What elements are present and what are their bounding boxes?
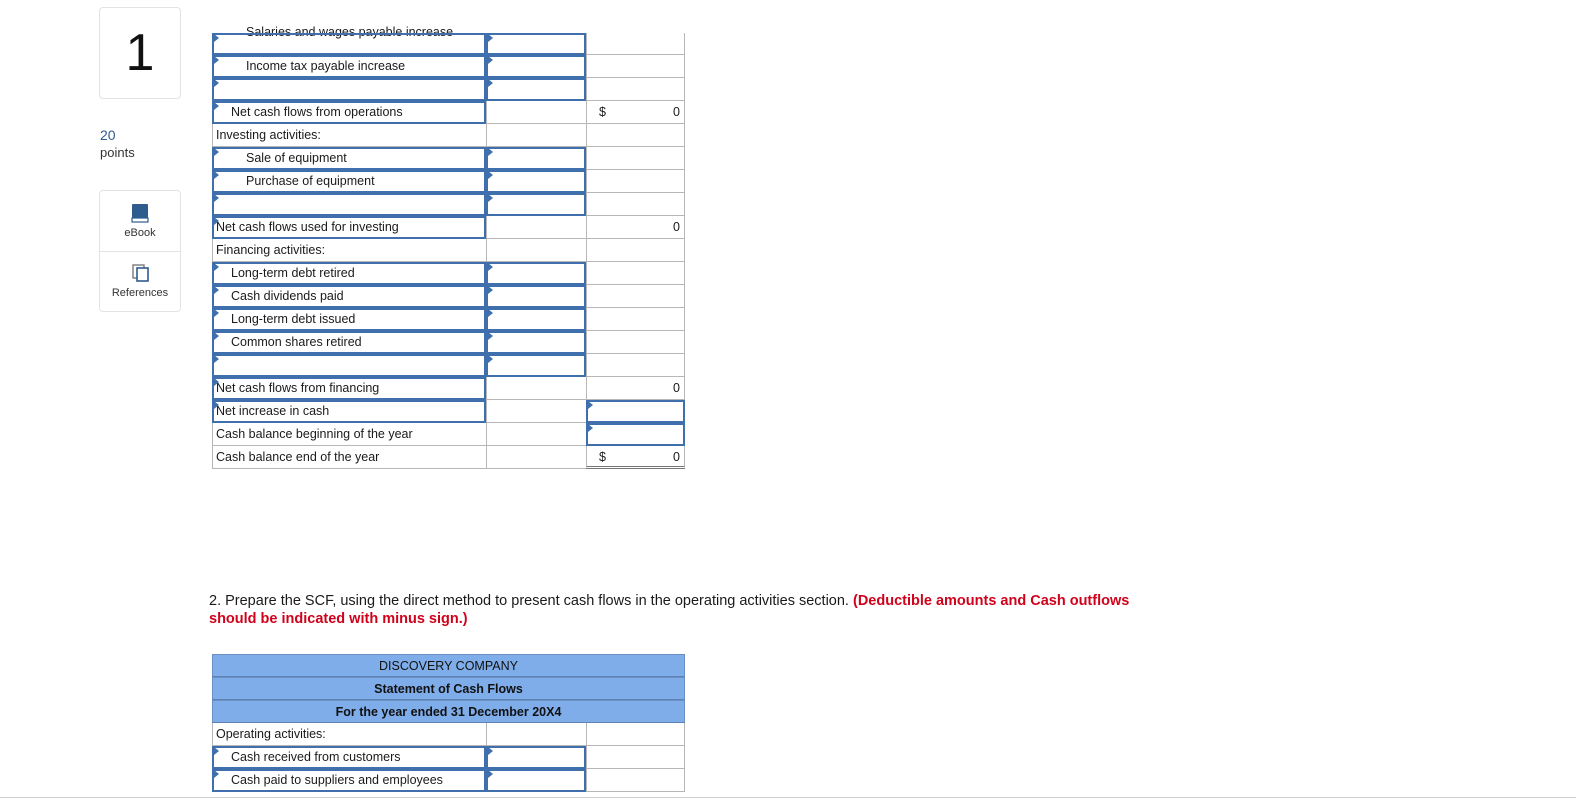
total-input[interactable] — [586, 423, 685, 446]
amount-input[interactable] — [486, 769, 586, 792]
total-cell — [586, 55, 685, 78]
total-cell — [586, 354, 685, 377]
amount-cell — [486, 377, 586, 400]
total-cell — [586, 78, 685, 101]
amount-input[interactable] — [486, 285, 586, 308]
question-number: 1 — [99, 7, 181, 99]
period-header: For the year ended 31 December 20X4 — [212, 700, 685, 723]
line-item-input[interactable]: Long-term debt issued — [212, 308, 486, 331]
total-cell — [586, 124, 685, 147]
total-value: 0 — [673, 381, 680, 395]
line-item-input[interactable]: Cash dividends paid — [212, 285, 486, 308]
line-item-input[interactable]: Net cash flows from operations — [212, 101, 486, 124]
table-row — [212, 769, 685, 792]
currency-symbol: $ — [599, 105, 606, 119]
amount-input[interactable] — [486, 78, 586, 101]
line-item-input[interactable] — [212, 193, 486, 216]
total-cell — [586, 446, 685, 469]
section-label: Financing activities: — [212, 239, 486, 262]
line-item-input[interactable]: Cash paid to suppliers and employees — [212, 769, 486, 792]
total-cell — [586, 285, 685, 308]
table-row — [212, 377, 685, 400]
total-input[interactable] — [586, 400, 685, 423]
scf-indirect-table — [212, 25, 685, 469]
amount-cell — [486, 101, 586, 124]
total-value: 0 — [673, 105, 680, 119]
table-row — [212, 285, 685, 308]
line-label: Cash balance end of the year — [212, 446, 486, 469]
line-item-input[interactable]: Income tax payable increase — [212, 55, 486, 78]
points-value: 20 — [100, 127, 116, 143]
amount-cell — [486, 446, 586, 469]
line-item-input[interactable]: Long-term debt retired — [212, 262, 486, 285]
amount-cell — [486, 239, 586, 262]
table-row — [212, 193, 685, 216]
references-label: References — [111, 287, 169, 299]
table-row — [212, 147, 685, 170]
copy-pages-icon — [131, 263, 149, 283]
total-cell — [586, 331, 685, 354]
table-row — [212, 331, 685, 354]
table-row — [212, 78, 685, 101]
section-label: Operating activities: — [212, 723, 486, 746]
amount-input[interactable] — [486, 33, 586, 55]
line-item-input[interactable]: Net cash flows used for investing — [212, 216, 486, 239]
table-row — [212, 216, 685, 239]
currency-symbol: $ — [599, 450, 606, 464]
ebook-button[interactable] — [100, 203, 180, 239]
table-row — [212, 723, 685, 746]
total-cell — [586, 101, 685, 124]
total-cell — [586, 308, 685, 331]
total-cell — [586, 170, 685, 193]
amount-cell — [486, 216, 586, 239]
total-cell — [586, 193, 685, 216]
total-cell — [586, 377, 685, 400]
line-item-input[interactable]: Net increase in cash — [212, 400, 486, 423]
amount-cell — [486, 723, 586, 746]
amount-input[interactable] — [486, 170, 586, 193]
amount-cell — [486, 124, 586, 147]
tools-divider — [100, 251, 180, 252]
instruction-text: 2. Prepare the SCF, using the direct method to present cash flows in the operating activities section. (Deductible amounts and Cash outflows should be indicated with minus sign.) — [209, 593, 1130, 627]
table-row — [212, 262, 685, 285]
total-cell — [586, 216, 685, 239]
table-row — [212, 170, 685, 193]
line-item-input[interactable]: Sale of equipment — [212, 147, 486, 170]
table-row — [212, 101, 685, 124]
amount-input[interactable] — [486, 331, 586, 354]
amount-input[interactable] — [486, 193, 586, 216]
amount-input[interactable] — [486, 354, 586, 377]
amount-input[interactable] — [486, 262, 586, 285]
points-indicator — [100, 127, 135, 161]
book-icon — [131, 203, 149, 223]
total-cell — [586, 33, 685, 55]
line-item-input[interactable]: Purchase of equipment — [212, 170, 486, 193]
instruction-emphasis: (Deductible amounts and Cash outflows should be indicated with minus sign.) — [209, 593, 1130, 627]
total-value: 0 — [673, 450, 680, 464]
total-cell — [586, 746, 685, 769]
total-value: 0 — [673, 220, 680, 234]
statement-header: Statement of Cash Flows — [212, 677, 685, 700]
total-cell — [586, 147, 685, 170]
total-cell — [586, 262, 685, 285]
line-item-input[interactable] — [212, 78, 486, 101]
page-bottom-divider — [0, 797, 1576, 798]
scf-direct-table — [212, 654, 685, 792]
points-label: points — [100, 145, 135, 160]
amount-input[interactable] — [486, 147, 586, 170]
total-cell — [586, 769, 685, 792]
references-button[interactable] — [100, 263, 180, 299]
amount-input[interactable] — [486, 746, 586, 769]
amount-input[interactable] — [486, 55, 586, 78]
line-item-input[interactable]: Cash received from customers — [212, 746, 486, 769]
table-row — [212, 25, 685, 55]
line-item-input[interactable]: Common shares retired — [212, 331, 486, 354]
table-row — [212, 239, 685, 262]
total-cell — [586, 723, 685, 746]
amount-input[interactable] — [486, 308, 586, 331]
line-item-input[interactable]: Net cash flows from financing — [212, 377, 486, 400]
section-label: Investing activities: — [212, 124, 486, 147]
table-row — [212, 423, 685, 446]
amount-cell — [486, 423, 586, 446]
tools-panel — [99, 190, 181, 312]
total-cell — [586, 239, 685, 262]
table-row — [212, 308, 685, 331]
company-header: DISCOVERY COMPANY — [212, 654, 685, 677]
table-row — [212, 746, 685, 769]
table-row — [212, 446, 685, 469]
table-row — [212, 55, 685, 78]
table-row — [212, 400, 685, 423]
table-row — [212, 124, 685, 147]
line-label: Cash balance beginning of the year — [212, 423, 486, 446]
amount-cell — [486, 400, 586, 423]
line-item-input[interactable] — [212, 354, 486, 377]
line-item-input[interactable]: Salaries and wages payable increase — [212, 33, 486, 55]
table-row — [212, 354, 685, 377]
ebook-label: eBook — [124, 227, 156, 239]
